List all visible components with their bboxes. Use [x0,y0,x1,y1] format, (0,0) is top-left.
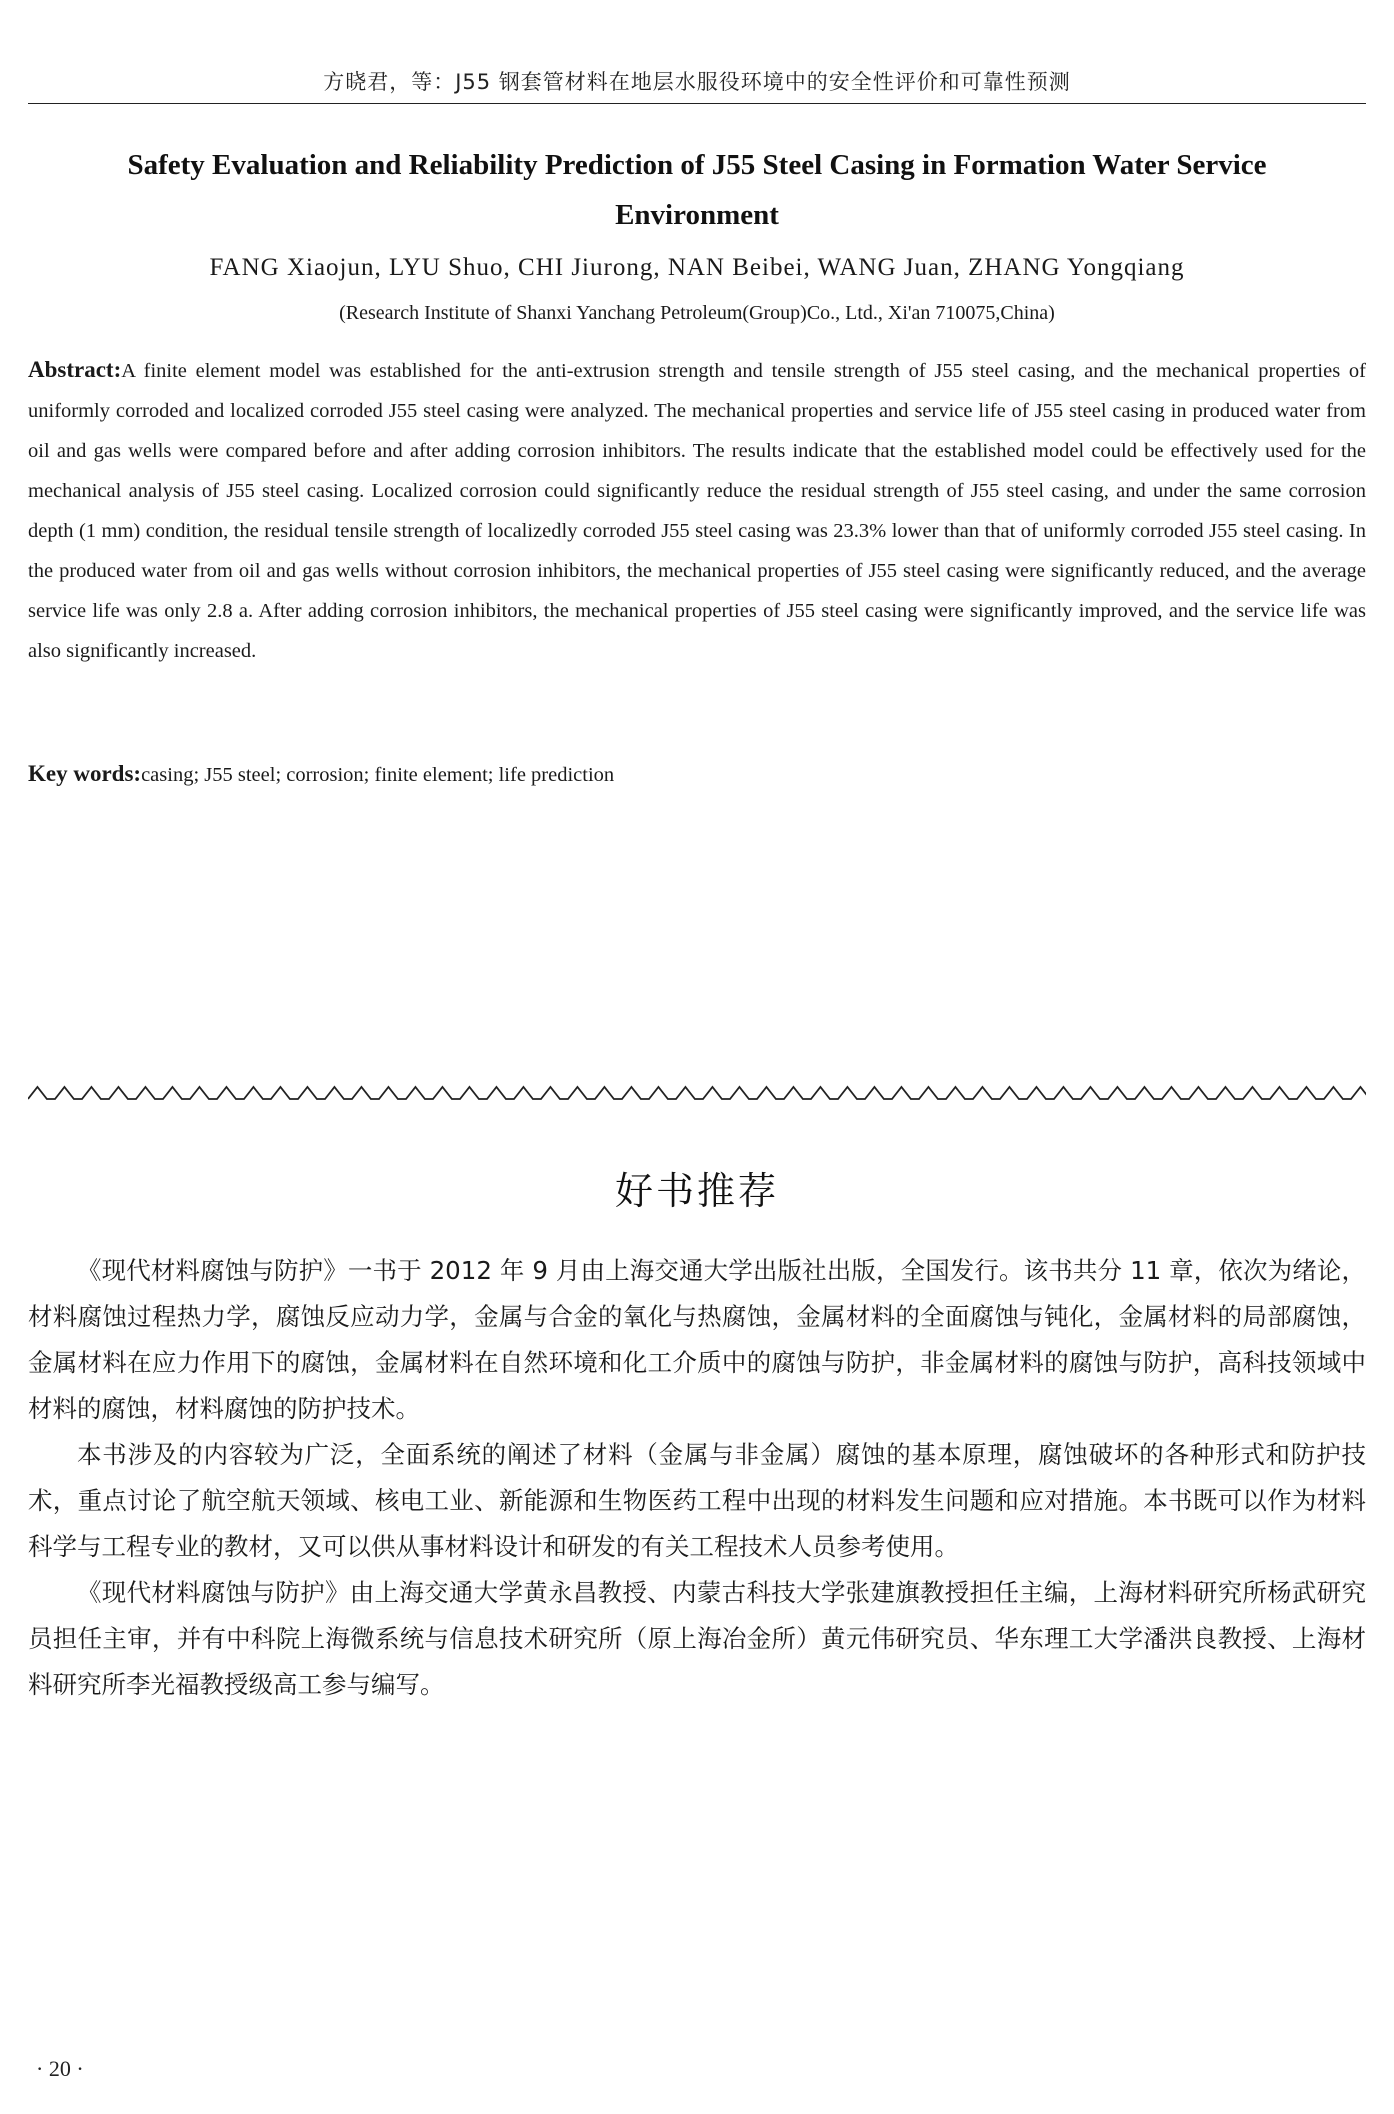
abstract-label: Abstract: [28,357,122,382]
running-header: 方晓君，等：J55 钢套管材料在地层水服役环境中的安全性评价和可靠性预测 [323,70,1071,94]
affiliation: (Research Institute of Shanxi Yanchang Petroleum(Group)Co., Ltd., Xi'an 710075,China) [339,302,1055,324]
abstract [28,350,1366,671]
header-rule [28,103,1366,104]
keywords [28,754,1366,795]
book-paragraph: 《现代材料腐蚀与防护》一书于 2012 年 9 月由上海交通大学出版社出版，全国发行。该书共分 11 章，依次为绪论，材料腐蚀过程热力学，腐蚀反应动力学，金属与合金的氧化与热腐蚀，金属材料的全面腐蚀与钝化，金属材料的局部腐蚀，金属材料在应力作用下的腐蚀，金属材料在自然环境和化工介质中的腐蚀与防护，非金属材料的腐蚀与防护，高科技领域中材料的腐蚀，材料腐蚀的防护技术。 [28,1256,1366,1423]
keywords-text: casing; J55 steel; corrosion; finite element; life prediction [141,764,615,786]
author-list: FANG Xiaojun, LYU Shuo, CHI Jiurong, NAN Beibei, WANG Juan, ZHANG Yongqiang [209,254,1185,281]
book-recommendation-body [28,1248,1366,1708]
section-title-book-recommendation: 好书推荐 [614,1169,779,1213]
abstract-text: A finite element model was established for the anti-extrusion strength and tensile strength of J55 steel casing, and the mechanical properties of uniformly corroded and localized corroded J55 steel casing were analyzed. The mechanical properties and service life of J55 steel casing in produced water from oil and gas wells were compared before and after adding corrosion inhibitors. The results indicate that the established model could be effectively used for the mechanical analysis of J55 steel casing. Localized corrosion could significantly reduce the residual strength of J55 steel casing, and under the same corrosion depth (1 mm) condition, the residual tensile strength of localizedly corroded J55 steel casing was 23.3% lower than that of uniformly corroded J55 steel casing. In the produced water from oil and gas wells without corrosion inhibitors, the mechanical properties of J55 steel casing were significantly reduced, and the average service life was only 2.8 a. After adding corrosion inhibitors, the mechanical properties of J55 steel casing were significantly improved, and the service life was also significantly increased. [28,360,1366,662]
page-number: · 20 · [36,2056,84,2081]
english-title: Safety Evaluation and Reliability Prediction of J55 Steel Casing in Formation Water Service Environment [127,149,1267,231]
decorative-wave-divider [28,1084,1366,1102]
book-paragraph: 本书涉及的内容较为广泛，全面系统的阐述了材料（金属与非金属）腐蚀的基本原理，腐蚀破坏的各种形式和防护技术，重点讨论了航空航天领域、核电工业、新能源和生物医药工程中出现的材料发生问题和应对措施。本书既可以作为材料科学与工程专业的教材，又可以供从事材料设计和研发的有关工程技术人员参考使用。 [28,1440,1366,1561]
book-paragraph: 《现代材料腐蚀与防护》由上海交通大学黄永昌教授、内蒙古科技大学张建旗教授担任主编，上海材料研究所杨武研究员担任主审，并有中科院上海微系统与信息技术研究所（原上海冶金所）黄元伟研究员、华东理工大学潘洪良教授、上海材料研究所李光福教授级高工参与编写。 [28,1578,1366,1699]
keywords-label: Key words: [28,761,142,786]
